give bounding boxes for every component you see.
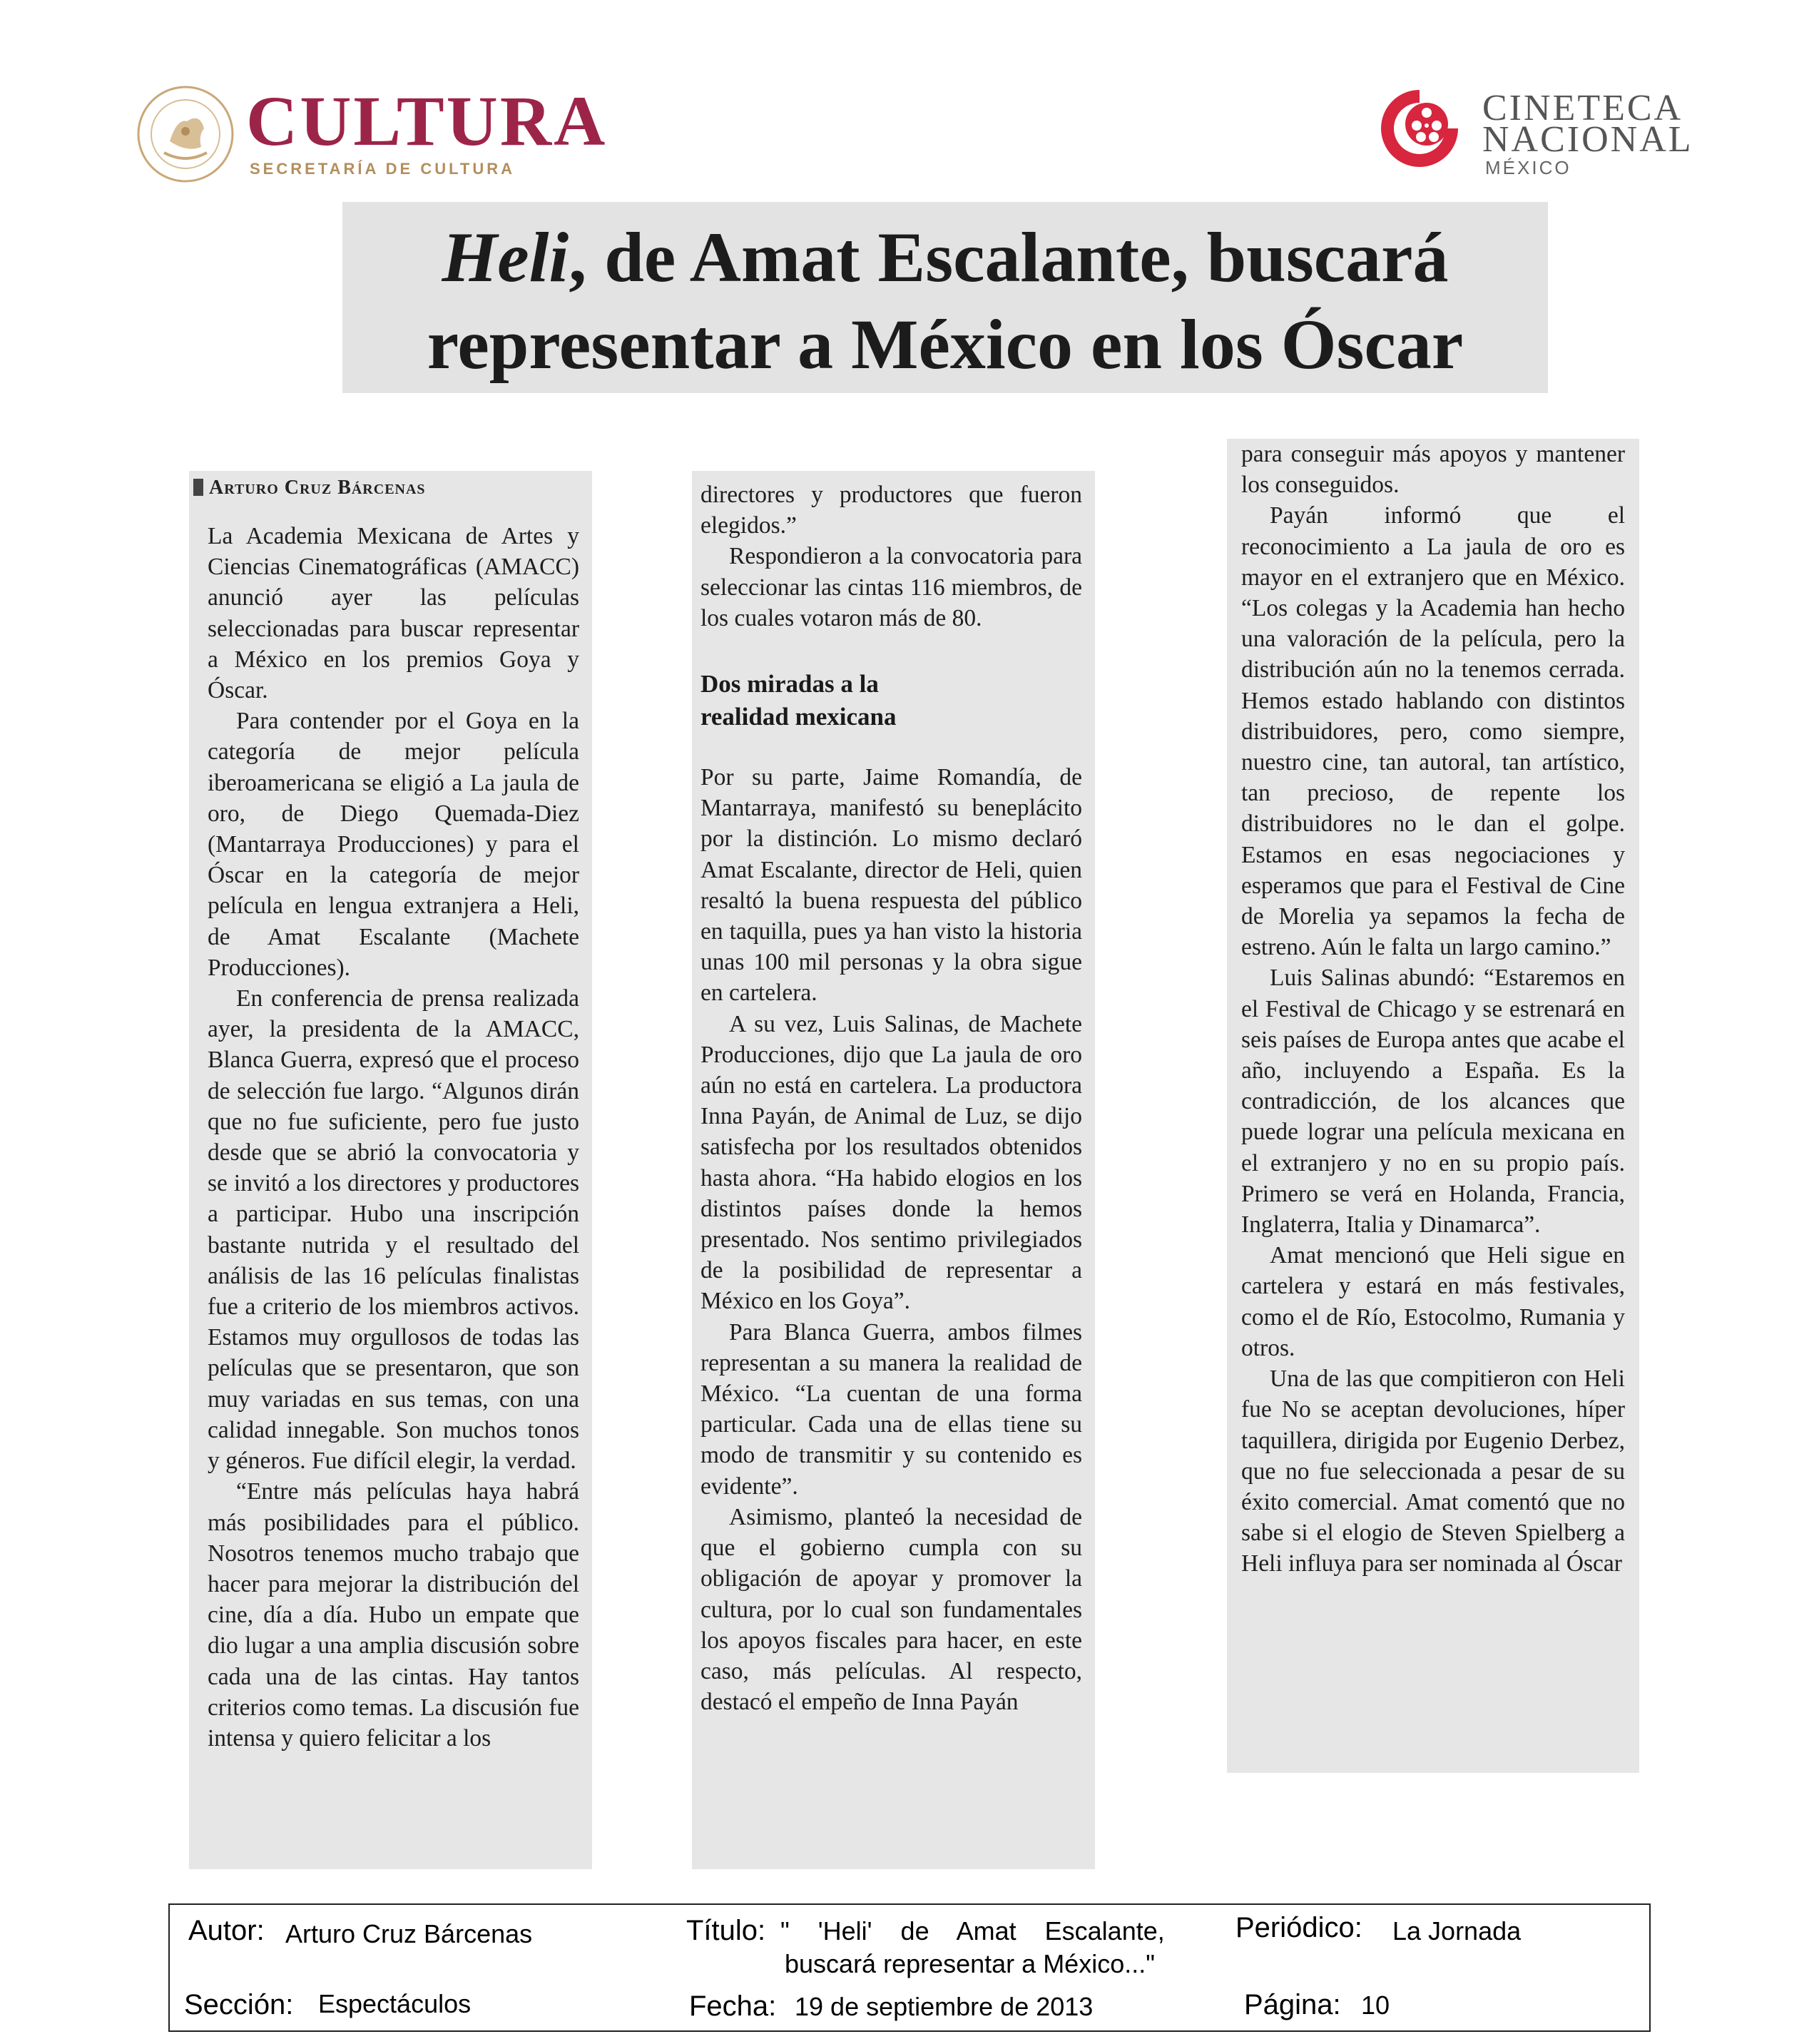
byline-author: Arturo Cruz Bárcenas	[209, 477, 426, 499]
fecha-label: Fecha:	[689, 1990, 777, 2022]
subheading: Dos miradas a la realidad mexicana	[700, 670, 897, 731]
paragraph: Luis Salinas abundó: “Estaremos en el Festival de Chicago y se estrenará en seis países de Europa antes que acabe el año, incluyendo a España. Es la contradicción, de los alcances que puede lograr una película mexicana en el extranjero y no en su propio país. Primero se verá en Holanda, Francia, Inglaterra, Italia y Dinamarca”.	[1241, 965, 1625, 1239]
cineteca-line2: NACIONAL	[1482, 119, 1693, 160]
cultura-subtitle: SECRETARÍA DE CULTURA	[250, 160, 516, 178]
fecha-value: 19 de septiembre de 2013	[795, 1992, 1094, 2021]
headline-line2: representar a México en los Óscar	[427, 305, 1464, 384]
seccion-label: Sección:	[184, 1989, 294, 2020]
periodico-value: La Jornada	[1392, 1916, 1522, 1946]
byline	[193, 477, 426, 499]
article-column-2	[692, 471, 1095, 1869]
cineteca-logo	[1377, 86, 1698, 178]
pagina-value: 10	[1361, 1990, 1390, 2020]
cultura-logo	[136, 81, 621, 184]
paragraph: La Academia Mexicana de Artes y Ciencias Cinematográficas (AMACC) anunció ayer las películas seleccionadas para buscar representar a México en los premios Goya y Óscar.	[208, 523, 579, 704]
autor-value: Arturo Cruz Bárcenas	[285, 1919, 533, 1948]
autor-label: Autor:	[188, 1915, 265, 1946]
paragraph: Amat mencionó que Heli sigue en cartelera y estará en más festivales, como el de Río, Estocolmo, Rumania y otros.	[1241, 1242, 1625, 1361]
cineteca-line3: MÉXICO	[1485, 157, 1571, 178]
paragraph: Para Blanca Guerra, ambos filmes representan a su manera la realidad de México. “La cuentan de una forma particular. Cada una de ellas tiene su modo de transmitir y su contenido es evidente”.	[700, 1318, 1082, 1500]
paragraph: Asimismo, planteó la necesidad de que el gobierno cumpla con su obligación de apoyar y promover la cultura, por lo cual son fundamentales los apoyos fiscales para hacer, en este caso, más películas. Al respecto, destacó el empeño de Inna Payán	[700, 1503, 1082, 1716]
cultura-wordmark: CULTURA	[246, 81, 608, 161]
paragraph: Respondieron a la convocatoria para seleccionar las cintas 116 miembros, de los cuales votaron más de 80.	[700, 543, 1082, 631]
headline-film-title: Heli	[442, 218, 569, 297]
film-reel-icon	[1377, 86, 1462, 171]
article-column-3	[1227, 439, 1639, 1773]
titulo-value-line1: " 'Heli' de Amat Escalante,	[780, 1916, 1165, 1946]
headline-line1	[342, 218, 1548, 297]
periodico-label: Periódico:	[1235, 1912, 1362, 1943]
paragraph: Payán informó que el reconocimiento a La jaula de oro es mayor en el extranjero que en México. “Los colegas y la Academia han hecho una valoración de la película, pero la distribución aún no la tenemos cerrada. Hemos estado hablando con distintos distribuidores, pero, como siempre, nuestro cine, tan autoral, tan artístico, tan precioso, de repente los distribuidores no le dan el golpe. Estamos en esas negociaciones y esperamos que para el Festival de Cine de Morelia ya sepamos la fecha de estreno. Aún le falta un largo camino.”	[1241, 502, 1625, 961]
pagina-label: Página:	[1244, 1989, 1341, 2020]
metadata-table	[168, 1903, 1651, 2032]
seccion-value: Espectáculos	[318, 1989, 472, 2018]
cineteca-line1: CINETECA	[1482, 88, 1683, 128]
byline-bullet-icon	[193, 479, 203, 496]
article-column-1	[189, 471, 592, 1869]
paragraph: para conseguir más apoyos y mantener los conseguidos.	[1241, 441, 1625, 499]
headline-line1-rest: , de Amat Escalante, buscará	[569, 218, 1449, 297]
paragraph: En conferencia de prensa realizada ayer, la presidenta de la AMACC, Blanca Guerra, expresó que el proceso de selección fue largo. “Algunos dirán que no fue suficiente, pero fue justo desde que se abrió la convocatoria y se invitó a los directores y productores a participar. Hubo una inscripción bastante nutrida y el resultado del análisis de las 16 películas finalistas fue a criterio de los miembros activos. Estamos muy orgullosos de todas las películas que se presentaron, que son muy variadas en sus temas, con una calidad innegable. Son muchos tonos y géneros. Fue difícil elegir, la verdad.	[208, 985, 579, 1475]
paragraph: Una de las que compitieron con Heli fue No se aceptan devoluciones, híper taquillera, dirigida por Eugenio Derbez, que no fue seleccionada a pesar de su éxito comercial. Amat comentó que no sabe si el elogio de Steven Spielberg a Heli influya para ser nominada al Óscar	[1241, 1366, 1625, 1577]
paragraph: directores y productores que fueron elegidos.”	[700, 482, 1082, 539]
national-seal-icon	[136, 84, 235, 184]
paragraph: Para contender por el Goya en la categoría de mejor película iberoamericana se eligió a La jaula de oro, de Diego Quemada-Diez (Mantarraya Producciones) y para el Óscar en la categoría de mejor película en lengua extranjera a Heli, de Amat Escalante (Machete Producciones).	[208, 708, 579, 981]
headline-clipping	[342, 202, 1548, 393]
paragraph: Por su parte, Jaime Romandía, de Mantarraya, manifestó su beneplácito por la distinción. Lo mismo declaró Amat Escalante, director de Heli, quien resaltó la buena respuesta del público en taquilla, pues ya han visto la historia unas 100 mil personas y la obra sigue en cartelera.	[700, 764, 1082, 1007]
titulo-label: Título:	[686, 1915, 766, 1946]
titulo-value-line2: buscará representar a México..."	[785, 1949, 1156, 1978]
paragraph: A su vez, Luis Salinas, de Machete Producciones, dijo que La jaula de oro aún no está en cartelera. La productora Inna Payán, de Animal de Luz, se dijo satisfecha por los resultados obtenidos hasta ahora. “Ha habido elogios en los distintos países donde la hemos presentado. Nos sentimo privilegiados de la posibilidad de representar a México en los Goya”.	[700, 1010, 1082, 1315]
paragraph: “Entre más películas haya habrá más posibilidades para el público. Nosotros tenemos mucho trabajo que hacer para mejorar la distribución del cine, día a día. Hubo un empate que dio lugar a una amplia discusión sobre cada una de las cintas. Hay tantos criterios como temas. La discusión fue intensa y quiero felicitar a los	[208, 1478, 579, 1751]
